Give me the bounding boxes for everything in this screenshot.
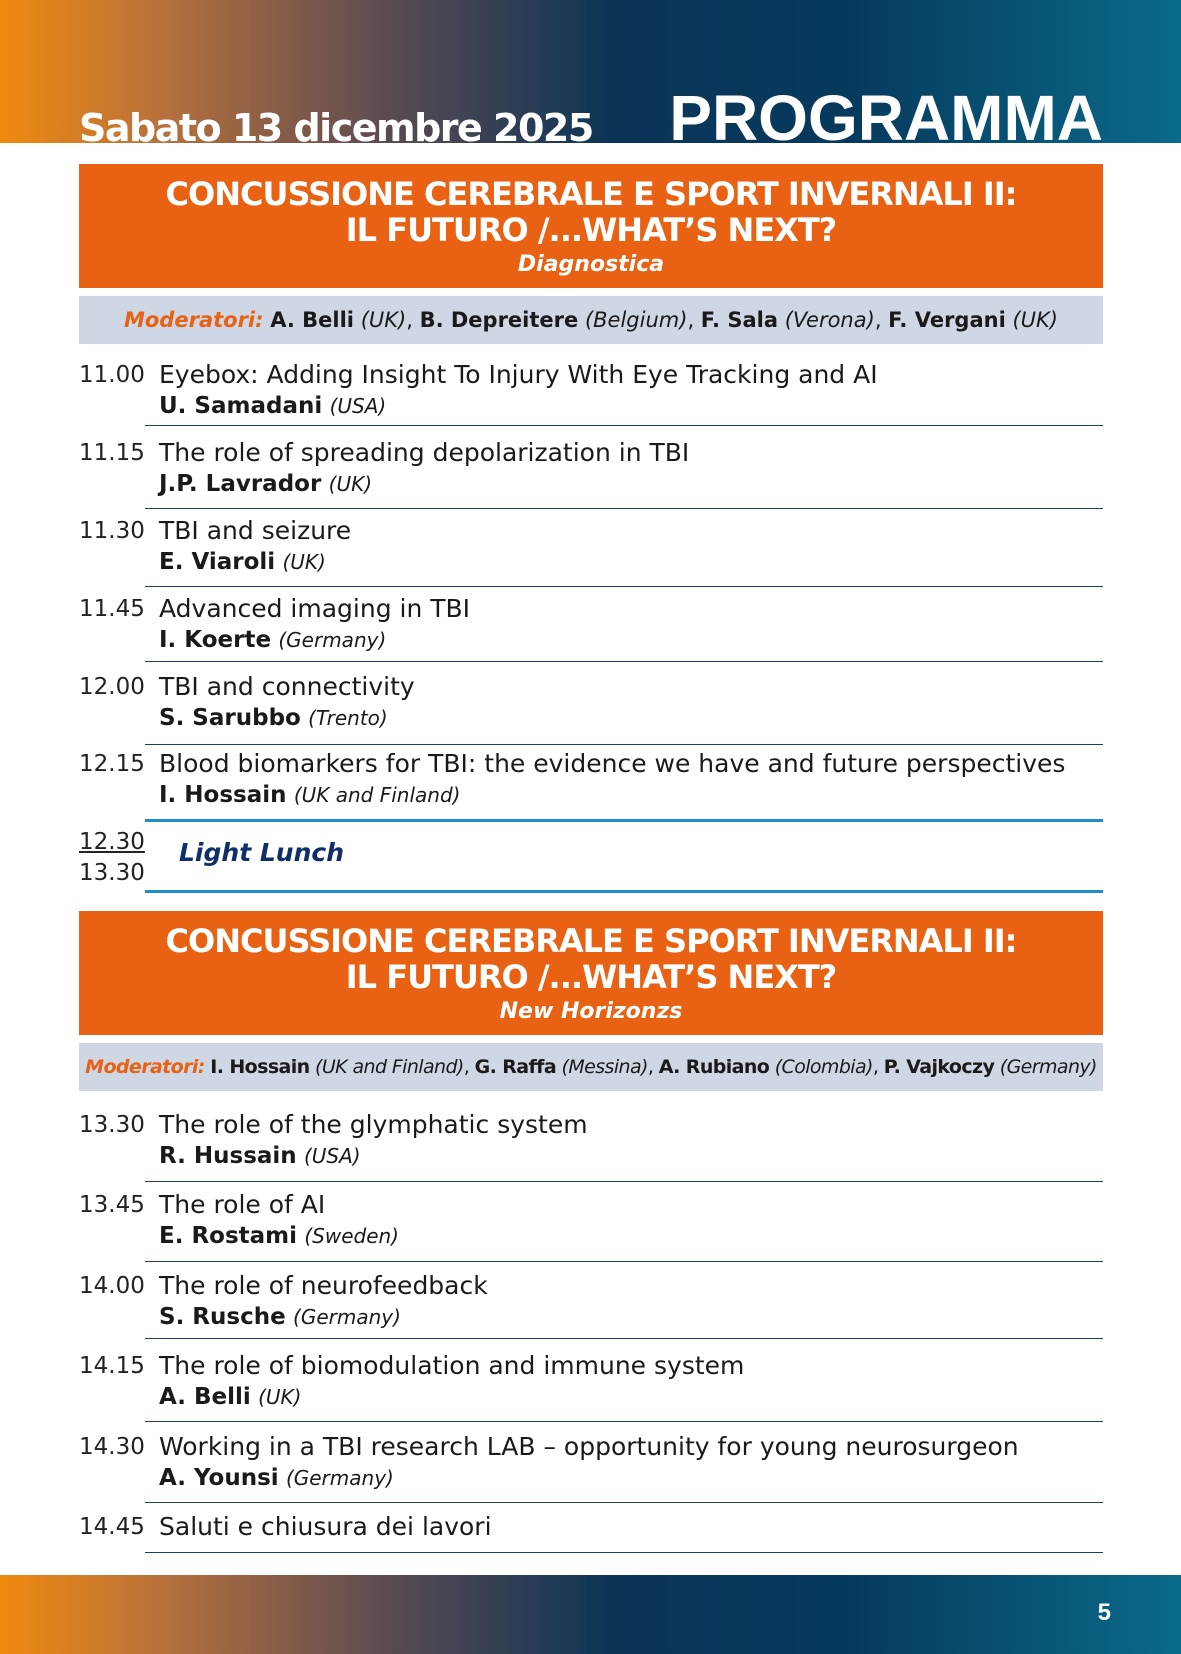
row-divider [145, 1552, 1103, 1553]
talk-title: The role of spreading depolarization in TBI [159, 438, 690, 467]
lunch-start-time: 12.30 [79, 829, 145, 855]
talk-title: The role of the glymphatic system [159, 1110, 588, 1139]
talk-title: Working in a TBI research LAB – opportunity for young neurosurgeon [159, 1432, 1019, 1461]
moderator-name: P. Vajkoczy [883, 1056, 995, 1078]
speaker-affiliation: (USA) [303, 1144, 361, 1168]
talk-title: Blood biomarkers for TBI: the evidence we have and future perspectives [159, 749, 1066, 778]
talk-time: 11.45 [79, 596, 145, 622]
row-divider [145, 1502, 1103, 1503]
speaker-name: S. Sarubbo [159, 705, 301, 731]
talk-time: 12.00 [79, 674, 145, 700]
talk-time: 13.30 [79, 1112, 145, 1138]
session-1-title-line-2: IL FUTURO /...WHAT’S NEXT? [345, 211, 837, 249]
session-2-moderators: Moderatori: I. Hossain (UK and Finland), G. Raffa (Messina), A. Rubiano (Colombia), P. Vajkoczy (Germany) [79, 1043, 1103, 1091]
speaker-affiliation: (Germany) [293, 1305, 401, 1329]
talk-title: TBI and connectivity [159, 672, 415, 701]
talk-title: Saluti e chiusura dei lavori [159, 1512, 492, 1541]
talk-title: Advanced imaging in TBI [159, 594, 471, 623]
talk-title: TBI and seizure [159, 516, 352, 545]
talk-title: The role of biomodulation and immune system [159, 1351, 745, 1380]
talk-speaker [159, 391, 386, 421]
moderator-name: F. Sala [700, 308, 779, 332]
talk-speaker [159, 1141, 361, 1171]
moderator-affiliation: (Belgium) [584, 308, 688, 332]
row-divider [145, 586, 1103, 587]
moderator-affiliation: (Verona) [784, 308, 875, 332]
moderator-affiliation: (UK) [1012, 308, 1058, 332]
talk-time: 13.45 [79, 1192, 145, 1218]
row-divider [145, 1261, 1103, 1262]
session-1-subtitle: Diagnostica [517, 252, 665, 277]
moderators-label: Moderatori: [85, 1056, 205, 1078]
speaker-affiliation: (Trento) [308, 706, 388, 730]
speaker-affiliation: (UK) [282, 550, 326, 574]
moderator-affiliation: (UK) [360, 308, 407, 332]
row-divider [145, 744, 1103, 745]
speaker-affiliation: (UK and Finland) [293, 783, 461, 807]
talk-time: 12.15 [79, 751, 145, 777]
speaker-name: I. Koerte [159, 627, 272, 653]
speaker-name: U. Samadani [159, 393, 323, 419]
speaker-affiliation: (UK) [258, 1385, 302, 1409]
moderator-name: G. Raffa [474, 1056, 557, 1078]
row-divider [145, 890, 1103, 893]
talk-time: 11.00 [79, 362, 145, 388]
row-divider [145, 1421, 1103, 1422]
moderator-affiliation: (Messina) [561, 1056, 648, 1078]
talk-speaker [159, 547, 326, 577]
talk-title: Eyebox: Adding Insight To Injury With Eye Tracking and AI [159, 360, 878, 389]
moderator-name: I. Hossain [210, 1056, 310, 1078]
moderator-name: B. Depreitere [419, 308, 579, 332]
speaker-affiliation: (Germany) [278, 628, 387, 652]
talk-speaker [159, 1463, 394, 1493]
talk-speaker [159, 469, 372, 499]
speaker-name: R. Hussain [159, 1143, 297, 1169]
lunch-label: Light Lunch [179, 838, 344, 867]
session-2-header [79, 911, 1103, 1035]
speaker-affiliation: (Germany) [285, 1466, 394, 1490]
row-divider [145, 1181, 1103, 1182]
session-2-title-line-1: CONCUSSIONE CEREBRALE E SPORT INVERNALI II: [165, 922, 1017, 960]
speaker-name: E. Rostami [159, 1223, 298, 1249]
talk-time: 14.30 [79, 1434, 145, 1460]
talk-speaker [159, 1382, 301, 1412]
talk-title: The role of AI [159, 1190, 326, 1219]
session-1-header [79, 164, 1103, 288]
speaker-name: A. Belli [159, 1384, 251, 1410]
row-divider [145, 819, 1103, 822]
speaker-name: A. Younsi [159, 1465, 279, 1491]
moderator-name: A. Belli [270, 308, 354, 332]
speaker-affiliation: (UK) [328, 472, 372, 496]
moderator-affiliation: (Colombia) [774, 1056, 873, 1078]
speaker-name: S. Rusche [159, 1304, 286, 1330]
talk-speaker [159, 703, 388, 733]
talk-time: 14.45 [79, 1514, 145, 1540]
moderator-name: A. Rubiano [658, 1056, 770, 1078]
speaker-name: I. Hossain [159, 782, 287, 808]
talk-speaker [159, 1302, 401, 1332]
talk-speaker [159, 625, 386, 655]
talk-speaker [159, 780, 460, 810]
moderator-name: F. Vergani [888, 308, 1006, 332]
row-divider [145, 425, 1103, 426]
moderators-label: Moderatori: [123, 308, 264, 332]
talk-time: 14.00 [79, 1273, 145, 1299]
moderator-affiliation: (UK and Finland) [315, 1056, 464, 1078]
session-2-subtitle: New Horizonzs [499, 999, 683, 1024]
speaker-affiliation: (USA) [329, 394, 387, 418]
talk-time: 14.15 [79, 1353, 145, 1379]
session-1-moderators: Moderatori: A. Belli (UK), B. Depreitere (Belgium), F. Sala (Verona), F. Vergani (UK) [79, 296, 1103, 344]
session-1-title-line-1: CONCUSSIONE CEREBRALE E SPORT INVERNALI II: [165, 175, 1017, 213]
talk-time: 11.15 [79, 440, 145, 466]
speaker-name: E. Viaroli [159, 549, 276, 575]
page-title: PROGRAMMA [669, 85, 1103, 143]
row-divider [145, 508, 1103, 509]
moderator-affiliation: (Germany) [999, 1056, 1097, 1078]
bottom-gradient-band [0, 1575, 1181, 1654]
row-divider [145, 1338, 1103, 1339]
talk-time: 11.30 [79, 518, 145, 544]
page-number: 5 [1097, 1599, 1111, 1626]
talk-title: The role of neurofeedback [159, 1271, 488, 1300]
speaker-affiliation: (Sweden) [304, 1224, 399, 1248]
session-2-title-line-2: IL FUTURO /...WHAT’S NEXT? [345, 958, 837, 996]
event-date: Sabato 13 dicembre 2025 [79, 106, 593, 143]
row-divider [145, 661, 1103, 662]
talk-speaker [159, 1221, 399, 1251]
lunch-end-time: 13.30 [79, 860, 145, 886]
speaker-name: J.P. Lavrador [159, 471, 322, 497]
